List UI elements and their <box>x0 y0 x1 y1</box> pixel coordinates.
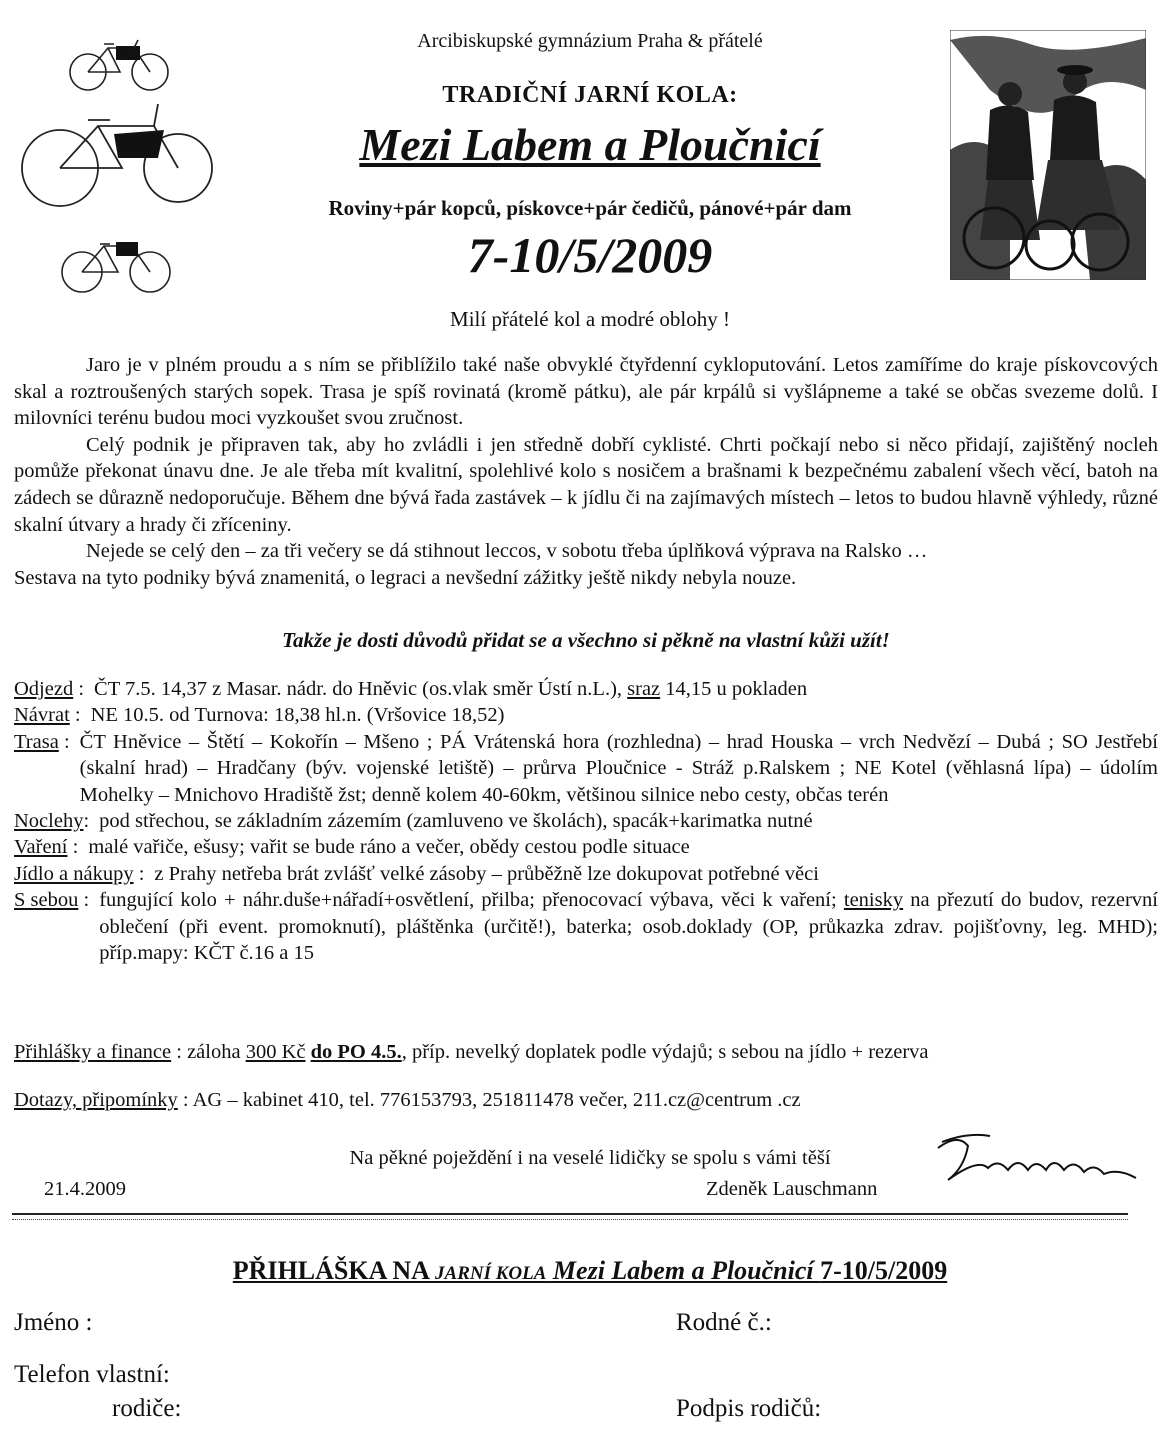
detail-value: pod střechou, se základním zázemím (zamluveno ve školách), spacák+karimatka nutné <box>99 810 813 833</box>
deposit-amount: 300 Kč <box>245 1041 306 1063</box>
paragraph: Jaro je v plném proudu a s ním se přiblížilo také naše obvyklé čtyřdenní cykloputování. Letos zamíříme do kraje pískovcových skal a roztroušených starých sopek. Trasa je spíš rovinatá (kromě pátku), ale pár krpálů si vyšlápneme a také se občas svezeme dolů. I milovníci terénu budou moci vyzkoušet svou zručnost. <box>14 354 1158 430</box>
name-field-label: Jméno : <box>14 1309 93 1336</box>
birth-number-field-label: Rodné č.: <box>676 1309 772 1336</box>
bicycle-icon-large <box>18 96 218 216</box>
bicycle-icon-small-bottom <box>56 232 176 296</box>
deposit-deadline: do PO 4.5. <box>310 1041 402 1063</box>
divider <box>12 1219 1128 1220</box>
finance-text: , příp. nevelký doplatek podle výdajů; s sebou na jídlo + rezerva <box>401 1041 929 1063</box>
detail-route: Trasa : ČT Hněvice – Štětí – Kokořín – Mšeno ; PÁ Vrátenská hora (rozhledna) – hrad Houska – vrch Nedvězí – Dubá ; SO Jestřebí (skalní hrad) – Hradčany (býv. vojenské letiště) – průrva Ploučnice - Stráž p.Ralskem ; NE Kotel (věhlasná lípa) – údolím Mohelky – Mnichovo Hradiště žst; denně kolem 40-60km, většinou silnice nebo cesty, občas terén <box>14 729 1158 808</box>
detail-food: Jídlo a nákupy : z Prahy netřeba brát zvlášť velké zásoby – průběžně lze dokupovat potřebné věci <box>14 861 1158 887</box>
contact-line <box>14 1089 1164 1112</box>
motto: Takže je dosti důvodů přidat se a všechno si pěkně na vlastní kůži užít! <box>282 628 890 652</box>
form-title-part: 7-10/5/2009 <box>820 1256 948 1285</box>
detail-label: Návrat <box>14 704 70 727</box>
detail-value: na přezutí do budov, rezervní oblečení (při event. promoknutí), pláštěnka (určitě!), baterka; osob.doklady (OP, průkazka zdrav. pojišťovny, leg. MHD); příp.mapy: KČT č.16 a 15 <box>99 889 1158 965</box>
bicycle-icon-small-top <box>64 34 174 94</box>
vintage-cyclists-photo <box>950 30 1146 280</box>
detail-label: S sebou <box>14 889 79 912</box>
finance-line <box>14 1041 1164 1064</box>
invitation-text <box>14 352 1158 591</box>
paragraph: Sestava na tyto podniky bývá znamenitá, o legraci a nevšední zážitky ještě nikdy nebyla nouze. <box>14 566 797 589</box>
detail-value: z Prahy netřeba brát zvlášť velké zásoby – průběžně lze dokupovat potřebné věci <box>154 862 819 885</box>
detail-label: Odjezd <box>14 678 74 700</box>
detail-label: Jídlo a nákupy <box>14 862 134 885</box>
form-title-part: PŘIHLÁŠKA NA <box>232 1256 436 1285</box>
divider <box>12 1213 1128 1215</box>
finance-text: : záloha <box>171 1041 246 1063</box>
paragraph: Celý podnik je připraven tak, aby ho zvládli i jen středně dobří cyklisté. Chrti počkají nebo si něco přidají, zajištěný nocleh pomůže překonat únavu dne. Je ale třeba mít kvalitní, spolehlivé kolo s nosičem a brašnami k bezpečnému zabalení všech věcí, batoh na zádech se důrazně nedoporučuje. Během dne bývá řada zastávek – k jídlu či na zajímavých místech – letos to budou hlavně výhledy, různé skalní útvary a hrady či zříceniny. <box>14 433 1158 536</box>
form-title <box>160 1256 1020 1286</box>
finance-label: Přihlášky a finance <box>14 1041 172 1063</box>
page-title: Mezi Labem a Ploučnicí <box>359 119 821 170</box>
detail-value: malé vařiče, ešusy; vařit se bude ráno a večer, obědy cestou podle situace <box>88 836 690 859</box>
meeting-value: 14,15 u pokladen <box>660 678 808 700</box>
form-title-part: JARNÍ KOLA <box>435 1263 547 1284</box>
detail-label: Trasa <box>14 730 59 753</box>
paragraph: Nejede se celý den – za tři večery se dá stihnout leccos, v sobotu třeba úplňková výprava na Ralsko … <box>86 540 928 563</box>
event-type: TRADIČNÍ JARNÍ KOLA: <box>442 82 738 108</box>
detail-value: fungující kolo + náhr.duše+nářadí+osvětlení, přilba; přenocovací výbava, věci k vaření; <box>99 889 837 912</box>
phone-field-label: Telefon vlastní: <box>14 1361 170 1388</box>
detail-cooking: Vaření : malé vařiče, ešusy; vařit se bude ráno a večer, obědy cestou podle situace <box>14 834 1158 860</box>
detail-label: Noclehy <box>14 810 84 833</box>
contact-label: Dotazy, připomínky <box>14 1089 178 1111</box>
handwritten-signature <box>928 1128 1142 1198</box>
closing-text: Na pěkné poježdění i na veselé lidičky se spolu s vámi těší <box>349 1147 831 1169</box>
document-date: 21.4.2009 <box>44 1178 126 1200</box>
detail-return: Návrat : NE 10.5. od Turnova: 18,38 hl.n. (Vršovice 18,52) <box>14 702 1158 728</box>
organizer: Arcibiskupské gymnázium Praha & přátelé <box>417 30 763 52</box>
detail-value: NE 10.5. od Turnova: 18,38 hl.n. (Vršovice 18,52) <box>90 704 505 727</box>
detail-packing: S sebou : fungující kolo + náhr.duše+nářadí+osvětlení, přilba; přenocovací výbava, věci k vaření; tenisky na přezutí do budov, rezervní oblečení (při event. promoknutí), pláštěnka (určitě!), baterka; osob.doklady (OP, průkazka zdrav. pojišťovny, leg. MHD); příp.mapy: KČT č.16 a 15 <box>14 889 1158 965</box>
meeting-label: sraz <box>627 678 661 700</box>
detail-value: ČT 7.5. 14,37 z Masar. nádr. do Hněvic (os.vlak směr Ústí n.L.), <box>94 678 623 700</box>
sneakers-item: tenisky <box>843 889 904 912</box>
subtitle: Roviny+pár kopců, pískovce+pár čedičů, pánové+pár dam <box>328 196 852 220</box>
contact-text: : AG – kabinet 410, tel. 776153793, 251811478 večer, 211.cz@centrum .cz <box>177 1089 801 1111</box>
event-dates: 7-10/5/2009 <box>467 227 713 283</box>
detail-lodging: Noclehy: pod střechou, se základním zázemím (zamluveno ve školách), spacák+karimatka nutné <box>14 808 1158 834</box>
form-title-part: Mezi Labem a Ploučnicí <box>546 1256 821 1285</box>
parents-phone-field-label: rodiče: <box>112 1395 182 1422</box>
author-name: Zdeněk Lauschmann <box>706 1178 878 1200</box>
parent-signature-field-label: Podpis rodičů: <box>676 1395 822 1422</box>
detail-label: Vaření <box>14 836 68 859</box>
detail-value: ČT Hněvice – Štětí – Kokořín – Mšeno ; PÁ Vrátenská hora (rozhledna) – hrad Houska – vrch Nedvězí – Dubá ; SO Jestřebí (skalní hrad) – Hradčany (býv. vojenské letiště) – průrva Ploučnice - Stráž p.Ralskem ; NE Kotel (věhlasná lípa) – údolím Mohelky – Mnichovo Hradiště žst; denně kolem 40-60km, většinou silnice nebo cesty, občas terén <box>79 730 1158 806</box>
detail-departure: Odjezd : ČT 7.5. 14,37 z Masar. nádr. do Hněvic (os.vlak směr Ústí n.L.), sraz 14,15 u pokladen <box>14 678 808 700</box>
trip-details <box>14 676 1158 966</box>
greeting: Milí přátelé kol a modré oblohy ! <box>450 307 730 331</box>
